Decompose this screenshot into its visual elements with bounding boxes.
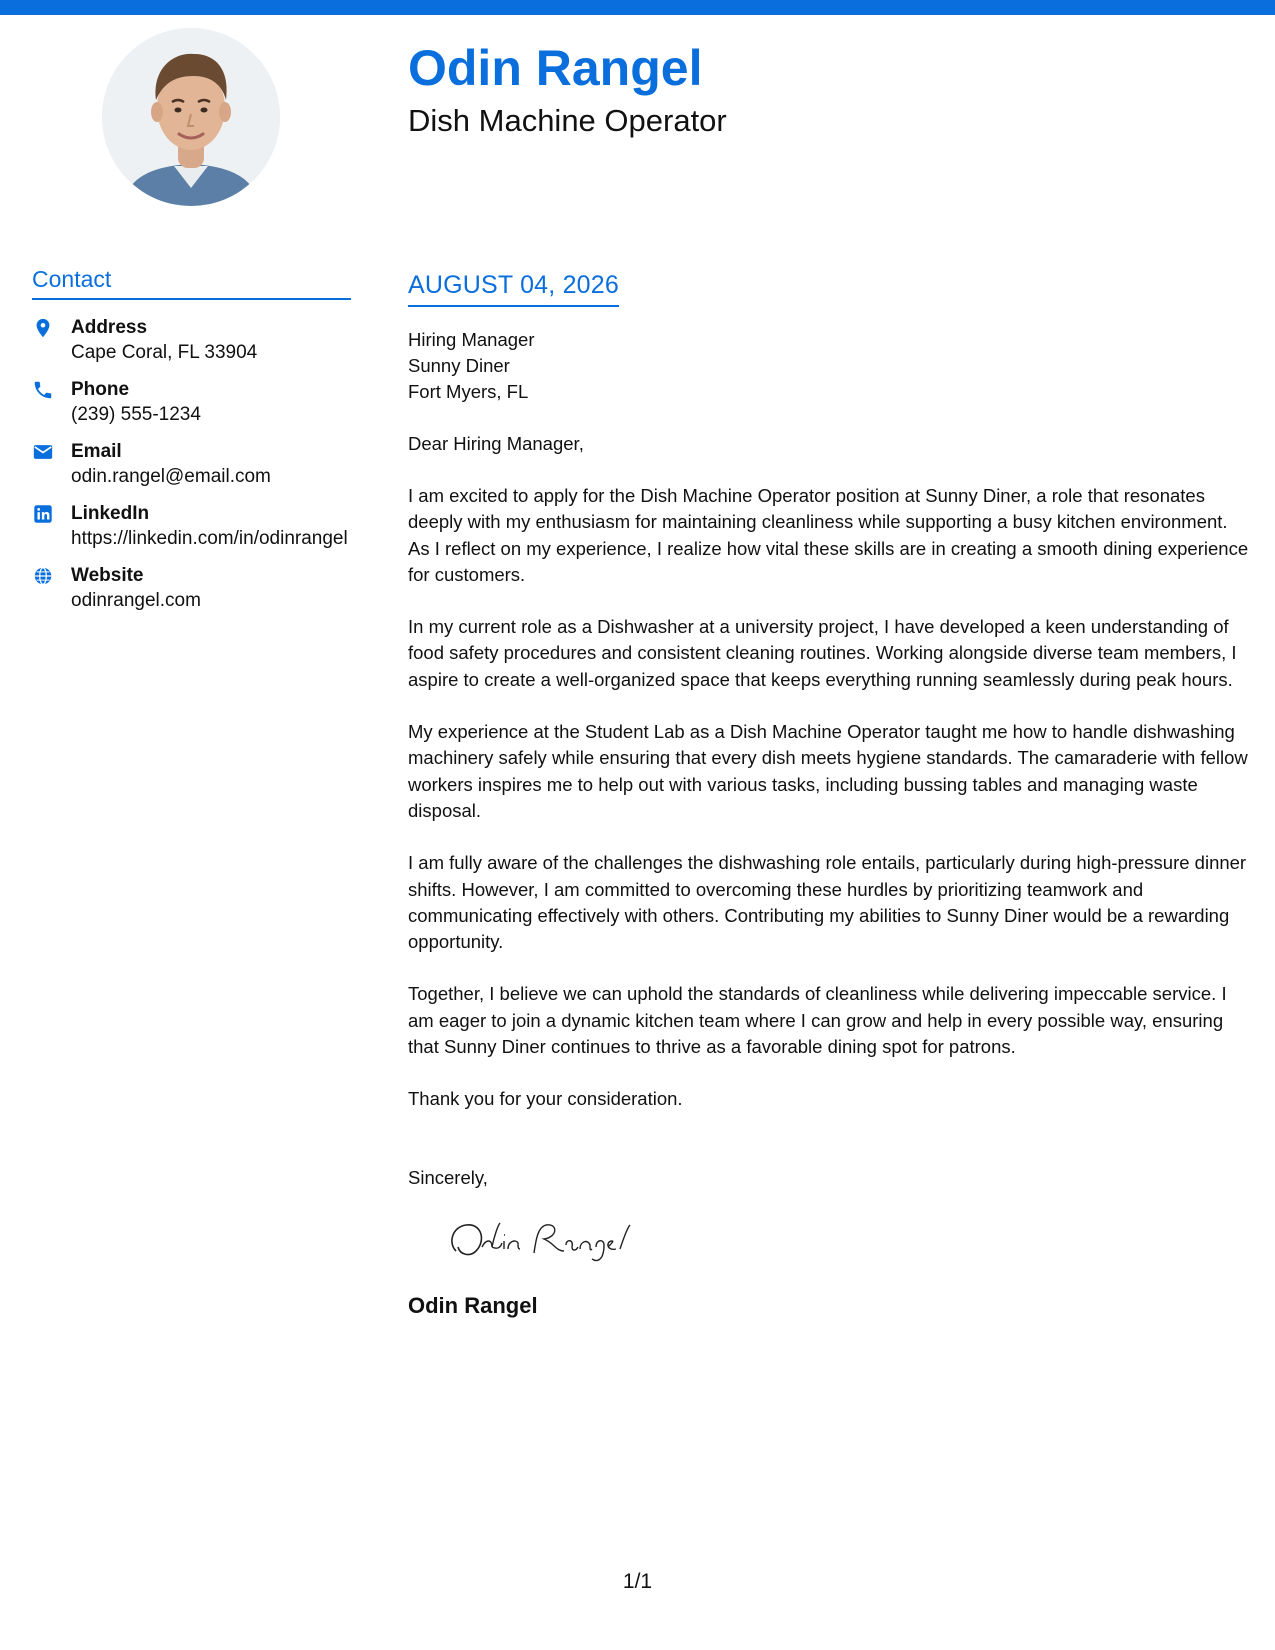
letter-date: AUGUST 04, 2026 [408,270,619,307]
applicant-name: Odin Rangel [408,40,703,96]
top-accent-bar [0,0,1275,15]
recipient-line: Hiring Manager [408,329,535,350]
phone-value[interactable]: (239) 555-1234 [71,403,201,425]
envelope-icon [32,441,54,463]
recipient-line: Sunny Diner [408,355,510,376]
email-value[interactable]: odin.rangel@email.com [71,465,271,487]
contact-item-email [32,439,351,489]
website-value[interactable]: odinrangel.com [71,589,201,611]
contact-item-linkedin [32,501,351,551]
closing: Sincerely, [408,1166,488,1188]
letter-paragraph: Together, I believe we can uphold the standards of cleanliness while delivering impeccable service. I am eager to join a dynamic kitchen team where I can grow and help in every possible way, ensuring that Sunny Diner continues to thrive as a favorable dining spot for patrons. [408,983,1227,1058]
recipient-block [408,327,1253,405]
page-number: 1/1 [622,1570,653,1593]
contact-item-phone [32,377,351,427]
linkedin-value[interactable]: https://linkedin.com/in/odinrangel [71,527,348,549]
address-value: Cape Coral, FL 33904 [71,341,258,363]
letter-paragraph: My experience at the Student Lab as a Dish Machine Operator taught me how to handle dishwashing machinery safely while ensuring that every dish meets hygiene standards. The camaraderie with fellow workers inspires me to help out with various tasks, including bussing tables and managing waste disposal. [408,721,1248,821]
contact-list [32,315,351,613]
contact-sidebar [32,266,351,613]
contact-label: Email [71,440,122,462]
letter-paragraph: I am fully aware of the challenges the dishwashing role entails, particularly during high-pressure dinner shifts. However, I am committed to overcoming these hurdles by prioritizing teamwork and communicating effectively with others. Contributing my abilities to Sunny Diner would be a rewarding opportunity. [408,852,1247,953]
globe-icon [32,565,54,587]
contact-item-website [32,563,351,613]
profile-photo [102,28,280,206]
salutation: Dear Hiring Manager, [408,433,584,454]
recipient-line: Fort Myers, FL [408,381,529,402]
contact-label: Website [71,564,144,586]
location-pin-icon [32,317,54,339]
contact-label: LinkedIn [71,502,150,524]
letter-paragraph: Thank you for your consideration. [408,1088,683,1110]
job-title: Dish Machine Operator [408,103,727,138]
letter-body [408,270,1253,1319]
linkedin-icon [32,503,54,525]
contact-label: Phone [71,378,130,400]
contact-heading: Contact [32,266,351,300]
signer-name: Odin Rangel [408,1292,538,1318]
contact-item-address [32,315,351,365]
signature-image [442,1213,642,1267]
letter-paragraph: In my current role as a Dishwasher at a university project, I have developed a keen understanding of food safety procedures and consistent cleaning routines. Working alongside diverse team members, I aspire to create a well-organized space that keeps everything running seamlessly during peak hours. [408,616,1237,690]
avatar [102,28,280,206]
letter-paragraph: I am excited to apply for the Dish Machine Operator position at Sunny Diner, a role that resonates deeply with my enthusiasm for maintaining cleanliness while supporting a busy kitchen environment. As I reflect on my experience, I realize how vital these skills are in creating a smooth dining experience for customers. [408,485,1249,585]
phone-icon [32,379,54,401]
contact-label: Address [71,316,148,338]
